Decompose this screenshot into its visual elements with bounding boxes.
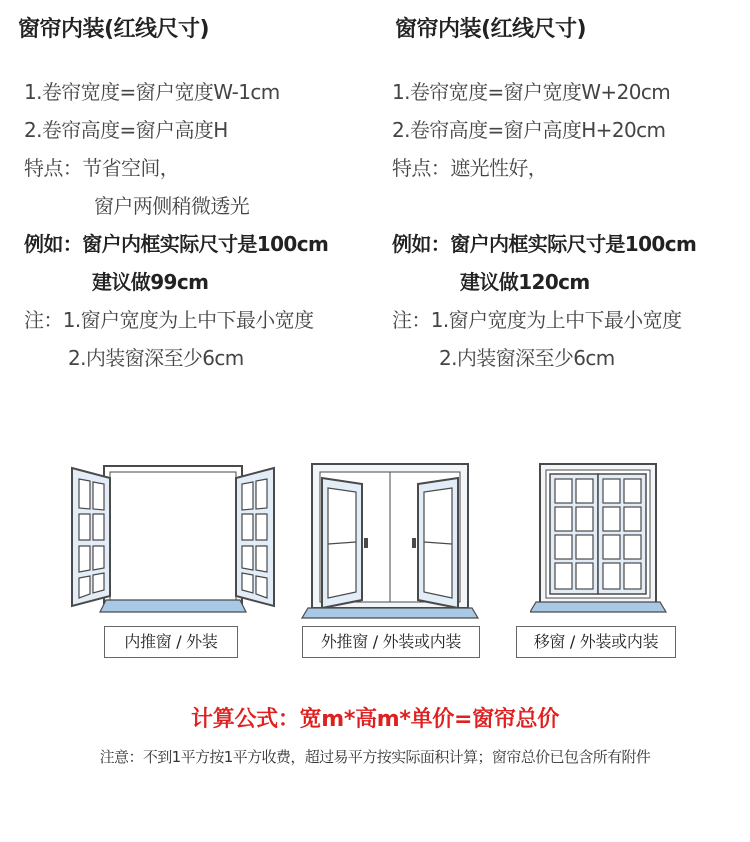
right-title: 窗帘内装(红线尺寸) bbox=[395, 17, 587, 42]
outward-casement-caption: 外推窗 / 外装或内装 bbox=[302, 626, 480, 658]
inward-casement-window-illustration bbox=[70, 462, 276, 622]
right-feature: 特点：遮光性好， bbox=[392, 156, 548, 180]
pricing-note: 注意：不到1平方按1平方收费，超过易平方按实际面积计算；窗帘总价已包含所有附件 bbox=[99, 748, 651, 766]
left-feature-cont: 窗户两侧稍微透光 bbox=[94, 194, 250, 218]
left-height-formula: 2.卷帘高度=窗户高度H bbox=[24, 118, 228, 142]
price-formula: 计算公式：宽m*高m*单价=窗帘总价 bbox=[191, 707, 559, 732]
left-example: 例如：窗户内框实际尺寸是100cm bbox=[24, 232, 329, 256]
inward-casement-caption: 内推窗 / 外装 bbox=[104, 626, 238, 658]
left-feature: 特点：节省空间， bbox=[24, 156, 180, 180]
sliding-window-illustration bbox=[530, 460, 668, 614]
right-example-cont: 建议做120cm bbox=[460, 270, 590, 294]
right-example: 例如：窗户内框实际尺寸是100cm bbox=[392, 232, 697, 256]
sliding-window-caption: 移窗 / 外装或内装 bbox=[516, 626, 676, 658]
left-title: 窗帘内装(红线尺寸) bbox=[18, 17, 210, 42]
right-note-cont: 2.内装窗深至少6cm bbox=[439, 346, 615, 370]
right-note: 注：1.窗户宽度为上中下最小宽度 bbox=[392, 308, 682, 332]
right-width-formula: 1.卷帘宽度=窗户宽度W+20cm bbox=[392, 80, 671, 104]
left-note: 注：1.窗户宽度为上中下最小宽度 bbox=[24, 308, 314, 332]
right-height-formula: 2.卷帘高度=窗户高度H+20cm bbox=[392, 118, 666, 142]
left-note-cont: 2.内装窗深至少6cm bbox=[68, 346, 244, 370]
left-example-cont: 建议做99cm bbox=[92, 270, 209, 294]
left-width-formula: 1.卷帘宽度=窗户宽度W-1cm bbox=[24, 80, 280, 104]
outward-casement-window-illustration bbox=[300, 460, 480, 622]
